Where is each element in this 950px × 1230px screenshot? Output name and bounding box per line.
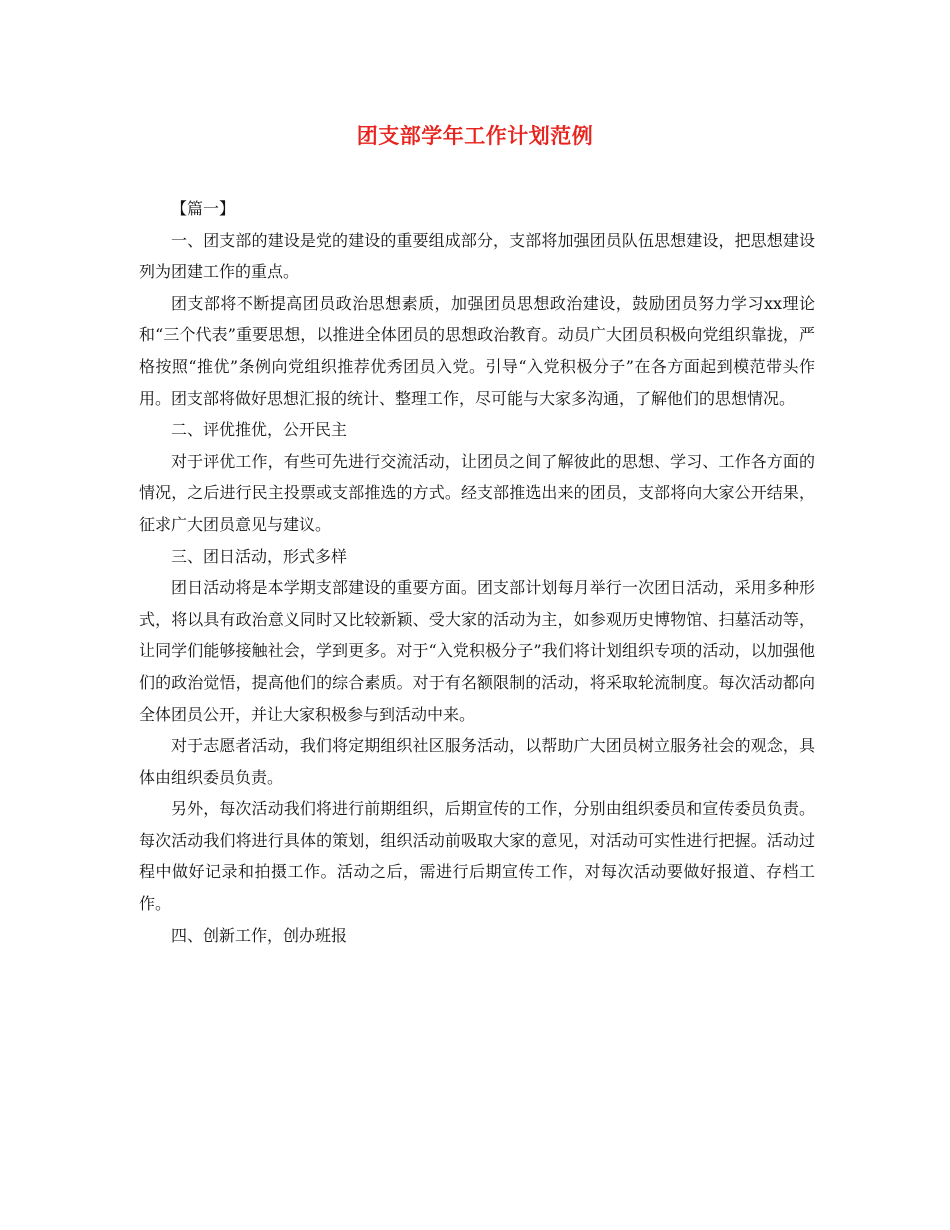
paragraph-3: 对于评优工作，有些可先进行交流活动，让团员之间了解彼此的思想、学习、工作各方面的情况，之后进行民主投票或支部推选的方式。经支部推选出来的团员，支部将向大家公开结果，征求广大团员意见与建议。: [139, 451, 815, 534]
section-tag: 【篇一】: [171, 199, 236, 218]
section-heading-4: 四、创新工作，创办班报: [171, 925, 348, 945]
paragraph-6: 另外，每次活动我们将进行前期组织，后期宣传的工作，分别由组织委员和宣传委员负责。每次活动我们将进行具体的策划，组织活动前吸取大家的意见，对活动可实性进行把握。活动过程中做好记录和拍摄工作。活动之后，需进行后期宣传工作，对每次活动要做好报道、存档工作。: [139, 799, 815, 914]
paragraph-5: 对于志愿者活动，我们将定期组织社区服务活动，以帮助广大团员树立服务社会的观念，具体由组织委员负责。: [139, 736, 815, 787]
paragraph-2: 团支部将不断提高团员政治思想素质，加强团员思想政治建设，鼓励团员努力学习xx理论和“三个代表”重要思想，以推进全体团员的思想政治教育。动员广大团员积极向党组织靠拢，严格按照“推优”条例向党组织推荐优秀团员入党。引导“入党积极分子”在各方面起到模范带头作用。团支部将做好思想汇报的统计、整理工作，尽可能与大家多沟通，了解他们的思想情况。: [139, 293, 815, 408]
document-body: [139, 193, 815, 951]
section-heading-2: 二、评优推优，公开民主: [171, 420, 348, 440]
paragraph-1: 一、团支部的建设是党的建设的重要组成部分，支部将加强团员队伍思想建设，把思想建设列为团建工作的重点。: [139, 230, 815, 282]
document-title: 团支部学年工作计划范例: [356, 124, 594, 148]
paragraph-4: 团日活动将是本学期支部建设的重要方面。团支部计划每月举行一次团日活动，采用多种形式，将以具有政治意义同时又比较新颖、受大家的活动为主，如参观历史博物馆、扫墓活动等，让同学们能够接触社会，学到更多。对于“入党积极分子”我们将计划组织专项的活动，以加强他们的政治觉悟，提高他们的综合素质。对于有名额限制的活动，将采取轮流制度。每次活动都向全体团员公开，并让大家积极参与到活动中来。: [139, 578, 815, 724]
section-heading-3: 三、团日活动，形式多样: [171, 546, 348, 566]
